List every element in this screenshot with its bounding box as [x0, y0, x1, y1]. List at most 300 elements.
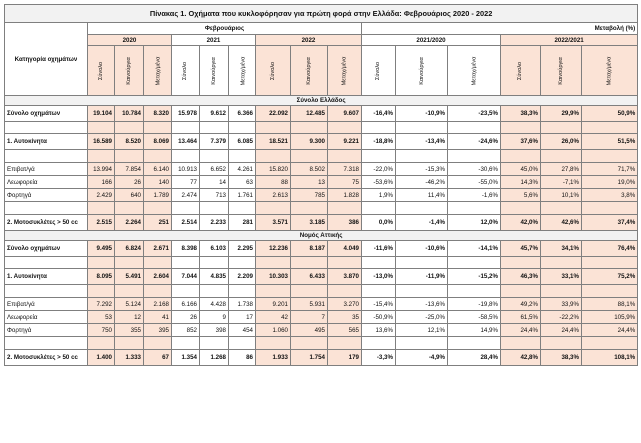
value-cell: 22.092: [256, 106, 291, 122]
row-label: Λεωφορεία: [5, 176, 88, 189]
spacer-cell: [328, 257, 362, 269]
change-cell: 24,4%: [501, 324, 541, 337]
subcol-header: [448, 46, 501, 96]
value-cell: 9.612: [200, 106, 229, 122]
subcol-header-label: Καινούργια: [306, 57, 312, 85]
value-cell: 166: [88, 176, 115, 189]
subcol-header-label: Σύνολο: [98, 61, 104, 81]
spacer-cell: [88, 122, 115, 134]
spacer-cell: [200, 285, 229, 298]
spacer-cell: [328, 202, 362, 215]
value-cell: 26: [115, 176, 144, 189]
change-cell: -15,2%: [448, 269, 501, 285]
spacer-cell: [396, 202, 448, 215]
value-cell: 77: [172, 176, 200, 189]
spacer-cell: [582, 202, 638, 215]
spacer-cell: [541, 285, 582, 298]
subcol-header: [291, 46, 328, 96]
change-cell: 28,4%: [448, 350, 501, 366]
change-cell: 34,1%: [541, 241, 582, 257]
subcol-header: [396, 46, 448, 96]
subcol-header: [541, 46, 582, 96]
spacer-cell: [541, 202, 582, 215]
change-cell: 105,9%: [582, 311, 638, 324]
row-label: Φορτηγά: [5, 189, 88, 202]
value-cell: 13.994: [88, 163, 115, 176]
value-cell: 9.201: [256, 298, 291, 311]
change-cell: 29,9%: [541, 106, 582, 122]
spacer-cell: [541, 257, 582, 269]
spacer-cell: [5, 122, 88, 134]
spacer-cell: [541, 337, 582, 350]
change-cell: 27,8%: [541, 163, 582, 176]
spacer-cell: [5, 257, 88, 269]
value-cell: 10.784: [115, 106, 144, 122]
value-cell: 2.264: [115, 215, 144, 231]
change-cell: 76,4%: [582, 241, 638, 257]
value-cell: 1.268: [200, 350, 229, 366]
value-cell: 2.671: [144, 241, 172, 257]
value-cell: 67: [144, 350, 172, 366]
subcol-header: [144, 46, 172, 96]
change-cell: 14,3%: [501, 176, 541, 189]
spacer-cell: [328, 122, 362, 134]
subcol-header-label: Σύνολο: [517, 61, 524, 81]
value-cell: 6.366: [229, 106, 256, 122]
value-cell: 3.571: [256, 215, 291, 231]
change-cell: 26,0%: [541, 134, 582, 150]
value-cell: 75: [328, 176, 362, 189]
spacer-cell: [144, 202, 172, 215]
change-cell: 24,4%: [582, 324, 638, 337]
table-row: [5, 189, 638, 202]
spacer-cell: [362, 337, 396, 350]
value-cell: 2.209: [229, 269, 256, 285]
change-cell: 10,1%: [541, 189, 582, 202]
value-cell: 12.236: [256, 241, 291, 257]
spacer-cell: [328, 337, 362, 350]
spacer-cell: [396, 337, 448, 350]
change-cell: 42,8%: [501, 350, 541, 366]
spacer-cell: [229, 150, 256, 163]
row-label: Επιβατ/γά: [5, 163, 88, 176]
table-row: [5, 324, 638, 337]
value-cell: 6.085: [229, 134, 256, 150]
value-cell: 5.124: [115, 298, 144, 311]
change-cell: -16,4%: [362, 106, 396, 122]
month-group-header: Φεβρουάριος: [88, 23, 362, 35]
subcol-header-label: Καινούργια: [126, 57, 132, 85]
change-cell: -1,6%: [448, 189, 501, 202]
table-row: [5, 163, 638, 176]
value-cell: 19.104: [88, 106, 115, 122]
value-cell: 713: [200, 189, 229, 202]
value-cell: 16.589: [88, 134, 115, 150]
value-cell: 35: [328, 311, 362, 324]
value-cell: 14: [200, 176, 229, 189]
spacer-cell: [5, 285, 88, 298]
spacer-cell: [362, 202, 396, 215]
spacer-cell: [291, 257, 328, 269]
subcol-header-label: Καινούργια: [418, 57, 425, 85]
row-label: 1. Αυτοκίνητα: [5, 134, 88, 150]
table-row: [5, 350, 638, 366]
table-row: [5, 176, 638, 189]
change-cell: 19,0%: [582, 176, 638, 189]
spacer-cell: [256, 257, 291, 269]
table-row: [5, 298, 638, 311]
spacer-row: [5, 337, 638, 350]
spacer-cell: [291, 202, 328, 215]
value-cell: 12: [115, 311, 144, 324]
subcol-header: [256, 46, 291, 96]
year-header-2020: 2020: [88, 35, 172, 46]
spacer-cell: [172, 285, 200, 298]
spacer-cell: [88, 257, 115, 269]
value-cell: 53: [88, 311, 115, 324]
value-cell: 1.828: [328, 189, 362, 202]
spacer-row: [5, 285, 638, 298]
value-cell: 2.613: [256, 189, 291, 202]
spacer-cell: [396, 257, 448, 269]
change-cell: -53,6%: [362, 176, 396, 189]
change-cell: -22,0%: [362, 163, 396, 176]
spacer-cell: [291, 337, 328, 350]
spacer-cell: [582, 150, 638, 163]
value-cell: 9: [200, 311, 229, 324]
row-label: Λεωφορεία: [5, 311, 88, 324]
value-cell: 785: [291, 189, 328, 202]
change-cell: 50,9%: [582, 106, 638, 122]
spacer-cell: [362, 257, 396, 269]
value-cell: 750: [88, 324, 115, 337]
value-cell: 1.333: [115, 350, 144, 366]
value-cell: 6.652: [200, 163, 229, 176]
value-cell: 6.433: [291, 269, 328, 285]
change-cell: 38,3%: [541, 350, 582, 366]
subcol-header: [200, 46, 229, 96]
change-cell: -46,2%: [396, 176, 448, 189]
change-cell: -55,0%: [448, 176, 501, 189]
change-cell: 3,8%: [582, 189, 638, 202]
change-group-header: Μεταβολή (%): [362, 23, 638, 35]
spacer-cell: [5, 150, 88, 163]
value-cell: 2.515: [88, 215, 115, 231]
value-cell: 7: [291, 311, 328, 324]
change-cell: -15,4%: [362, 298, 396, 311]
change-cell: -13,6%: [396, 298, 448, 311]
value-cell: 2.429: [88, 189, 115, 202]
value-cell: 3.270: [328, 298, 362, 311]
value-cell: 15.820: [256, 163, 291, 176]
spacer-cell: [115, 285, 144, 298]
spacer-cell: [229, 285, 256, 298]
spacer-cell: [115, 337, 144, 350]
spacer-cell: [328, 285, 362, 298]
spacer-cell: [88, 285, 115, 298]
spacer-cell: [172, 202, 200, 215]
value-cell: 8.502: [291, 163, 328, 176]
value-cell: 4.049: [328, 241, 362, 257]
change-cell: -14,1%: [448, 241, 501, 257]
change-cell: -23,5%: [448, 106, 501, 122]
spacer-cell: [362, 122, 396, 134]
change-cell: -3,3%: [362, 350, 396, 366]
spacer-cell: [582, 285, 638, 298]
value-cell: 8.320: [144, 106, 172, 122]
spacer-cell: [291, 122, 328, 134]
spacer-cell: [328, 150, 362, 163]
value-cell: 395: [144, 324, 172, 337]
value-cell: 398: [200, 324, 229, 337]
value-cell: 2.168: [144, 298, 172, 311]
spacer-cell: [256, 202, 291, 215]
spacer-cell: [582, 337, 638, 350]
value-cell: 4.261: [229, 163, 256, 176]
spacer-cell: [200, 202, 229, 215]
value-cell: 1.789: [144, 189, 172, 202]
change-cell: 75,2%: [582, 269, 638, 285]
vehicle-registrations-table: [4, 4, 638, 366]
subcol-header-label: Μεταχ/μένα: [341, 56, 348, 86]
value-cell: 6.140: [144, 163, 172, 176]
change-cell: -1,4%: [396, 215, 448, 231]
spacer-cell: [229, 122, 256, 134]
change-cell: 12,1%: [396, 324, 448, 337]
spacer-cell: [501, 285, 541, 298]
value-cell: 8.095: [88, 269, 115, 285]
value-cell: 6.103: [200, 241, 229, 257]
value-cell: 9.495: [88, 241, 115, 257]
value-cell: 9.300: [291, 134, 328, 150]
spacer-row: [5, 122, 638, 134]
spacer-cell: [200, 257, 229, 269]
value-cell: 10.303: [256, 269, 291, 285]
section-title: Νομός Αττικής: [5, 231, 638, 241]
value-cell: 26: [172, 311, 200, 324]
value-cell: 5.491: [115, 269, 144, 285]
subcol-header: [115, 46, 144, 96]
table-row: [5, 311, 638, 324]
subcol-header: [172, 46, 200, 96]
change-cell: 33,1%: [541, 269, 582, 285]
subcol-header: [501, 46, 541, 96]
value-cell: 2.295: [229, 241, 256, 257]
spacer-cell: [200, 122, 229, 134]
spacer-cell: [396, 150, 448, 163]
row-label: Επιβατ/γά: [5, 298, 88, 311]
spacer-cell: [541, 150, 582, 163]
value-cell: 9.221: [328, 134, 362, 150]
spacer-cell: [144, 122, 172, 134]
period-header-2021-2020: 2021/2020: [362, 35, 501, 46]
value-cell: 8.520: [115, 134, 144, 150]
change-cell: 42,6%: [541, 215, 582, 231]
value-cell: 7.292: [88, 298, 115, 311]
row-label: Φορτηγά: [5, 324, 88, 337]
value-cell: 565: [328, 324, 362, 337]
spacer-cell: [541, 122, 582, 134]
value-cell: 10.913: [172, 163, 200, 176]
spacer-cell: [172, 337, 200, 350]
value-cell: 386: [328, 215, 362, 231]
value-cell: 852: [172, 324, 200, 337]
subcol-header-label: Σύνολο: [182, 61, 189, 81]
change-cell: 5,6%: [501, 189, 541, 202]
change-cell: 12,0%: [448, 215, 501, 231]
value-cell: 1.933: [256, 350, 291, 366]
spacer-cell: [115, 257, 144, 269]
value-cell: 88: [256, 176, 291, 189]
spacer-cell: [256, 122, 291, 134]
change-cell: 1,9%: [362, 189, 396, 202]
spacer-cell: [396, 285, 448, 298]
category-header: Κατηγορία οχημάτων: [5, 23, 88, 96]
value-cell: 251: [144, 215, 172, 231]
spacer-cell: [396, 122, 448, 134]
spacer-cell: [256, 337, 291, 350]
change-cell: -10,9%: [396, 106, 448, 122]
spacer-cell: [229, 202, 256, 215]
value-cell: 13: [291, 176, 328, 189]
change-cell: 37,4%: [582, 215, 638, 231]
spacer-cell: [88, 202, 115, 215]
value-cell: 13.464: [172, 134, 200, 150]
period-header-2022-2021: 2022/2021: [501, 35, 638, 46]
value-cell: 5.931: [291, 298, 328, 311]
spacer-cell: [448, 257, 501, 269]
change-cell: -19,8%: [448, 298, 501, 311]
change-cell: 33,9%: [541, 298, 582, 311]
spacer-cell: [200, 337, 229, 350]
value-cell: 640: [115, 189, 144, 202]
spacer-cell: [172, 150, 200, 163]
value-cell: 495: [291, 324, 328, 337]
spacer-cell: [256, 150, 291, 163]
spacer-cell: [144, 257, 172, 269]
change-cell: -10,6%: [396, 241, 448, 257]
change-cell: 24,4%: [541, 324, 582, 337]
spacer-cell: [448, 202, 501, 215]
report-table-container: [4, 4, 637, 366]
subcol-header: [88, 46, 115, 96]
spacer-row: [5, 150, 638, 163]
subcol-header-label: Μεταχ/μένα: [606, 56, 613, 86]
change-cell: -25,0%: [396, 311, 448, 324]
spacer-cell: [200, 150, 229, 163]
change-cell: 51,5%: [582, 134, 638, 150]
value-cell: 9.607: [328, 106, 362, 122]
subcol-header-label: Μεταχ/μένα: [155, 56, 162, 86]
change-cell: -13,0%: [362, 269, 396, 285]
change-cell: 71,7%: [582, 163, 638, 176]
change-cell: 45,0%: [501, 163, 541, 176]
section-title: Σύνολο Ελλάδος: [5, 96, 638, 106]
spacer-cell: [88, 150, 115, 163]
change-cell: -18,8%: [362, 134, 396, 150]
spacer-cell: [256, 285, 291, 298]
change-cell: 37,6%: [501, 134, 541, 150]
value-cell: 3.185: [291, 215, 328, 231]
change-cell: -11,9%: [396, 269, 448, 285]
change-cell: -58,5%: [448, 311, 501, 324]
change-cell: -4,9%: [396, 350, 448, 366]
change-cell: -30,6%: [448, 163, 501, 176]
section-header-row: [5, 231, 638, 241]
value-cell: 7.379: [200, 134, 229, 150]
change-cell: 11,4%: [396, 189, 448, 202]
value-cell: 2.604: [144, 269, 172, 285]
value-cell: 4.428: [200, 298, 229, 311]
value-cell: 2.474: [172, 189, 200, 202]
spacer-cell: [501, 257, 541, 269]
value-cell: 2.233: [200, 215, 229, 231]
spacer-cell: [362, 150, 396, 163]
change-cell: -15,3%: [396, 163, 448, 176]
value-cell: 1.761: [229, 189, 256, 202]
value-cell: 7.044: [172, 269, 200, 285]
row-label: Σύνολο οχημάτων: [5, 241, 88, 257]
change-cell: -50,9%: [362, 311, 396, 324]
spacer-cell: [172, 122, 200, 134]
row-label: 1. Αυτοκίνητα: [5, 269, 88, 285]
spacer-cell: [448, 122, 501, 134]
value-cell: 140: [144, 176, 172, 189]
spacer-cell: [229, 337, 256, 350]
change-cell: -13,4%: [396, 134, 448, 150]
value-cell: 454: [229, 324, 256, 337]
value-cell: 355: [115, 324, 144, 337]
spacer-cell: [582, 257, 638, 269]
spacer-cell: [172, 257, 200, 269]
value-cell: 8.398: [172, 241, 200, 257]
spacer-cell: [448, 285, 501, 298]
year-header-2022: 2022: [256, 35, 362, 46]
value-cell: 6.824: [115, 241, 144, 257]
table-row: [5, 269, 638, 285]
subcol-header-label: Καινούργια: [211, 57, 217, 85]
subcol-header-label: Σύνολο: [375, 61, 382, 81]
value-cell: 281: [229, 215, 256, 231]
table-row: [5, 215, 638, 231]
spacer-cell: [501, 122, 541, 134]
spacer-cell: [5, 337, 88, 350]
change-cell: 38,3%: [501, 106, 541, 122]
value-cell: 179: [328, 350, 362, 366]
value-cell: 42: [256, 311, 291, 324]
spacer-cell: [291, 150, 328, 163]
subcol-header-label: Σύνολο: [270, 61, 276, 81]
value-cell: 41: [144, 311, 172, 324]
value-cell: 4.835: [200, 269, 229, 285]
section-header-row: [5, 96, 638, 106]
spacer-cell: [144, 285, 172, 298]
spacer-row: [5, 257, 638, 269]
value-cell: 1.354: [172, 350, 200, 366]
spacer-cell: [5, 202, 88, 215]
value-cell: 1.400: [88, 350, 115, 366]
change-cell: 45,7%: [501, 241, 541, 257]
subcol-header-label: Καινούργια: [558, 57, 564, 85]
spacer-cell: [501, 202, 541, 215]
subcol-header-label: Μεταχ/μένα: [470, 56, 477, 86]
value-cell: 17: [229, 311, 256, 324]
value-cell: 1.754: [291, 350, 328, 366]
subcol-header: [229, 46, 256, 96]
value-cell: 3.870: [328, 269, 362, 285]
spacer-cell: [501, 337, 541, 350]
change-cell: 61,5%: [501, 311, 541, 324]
